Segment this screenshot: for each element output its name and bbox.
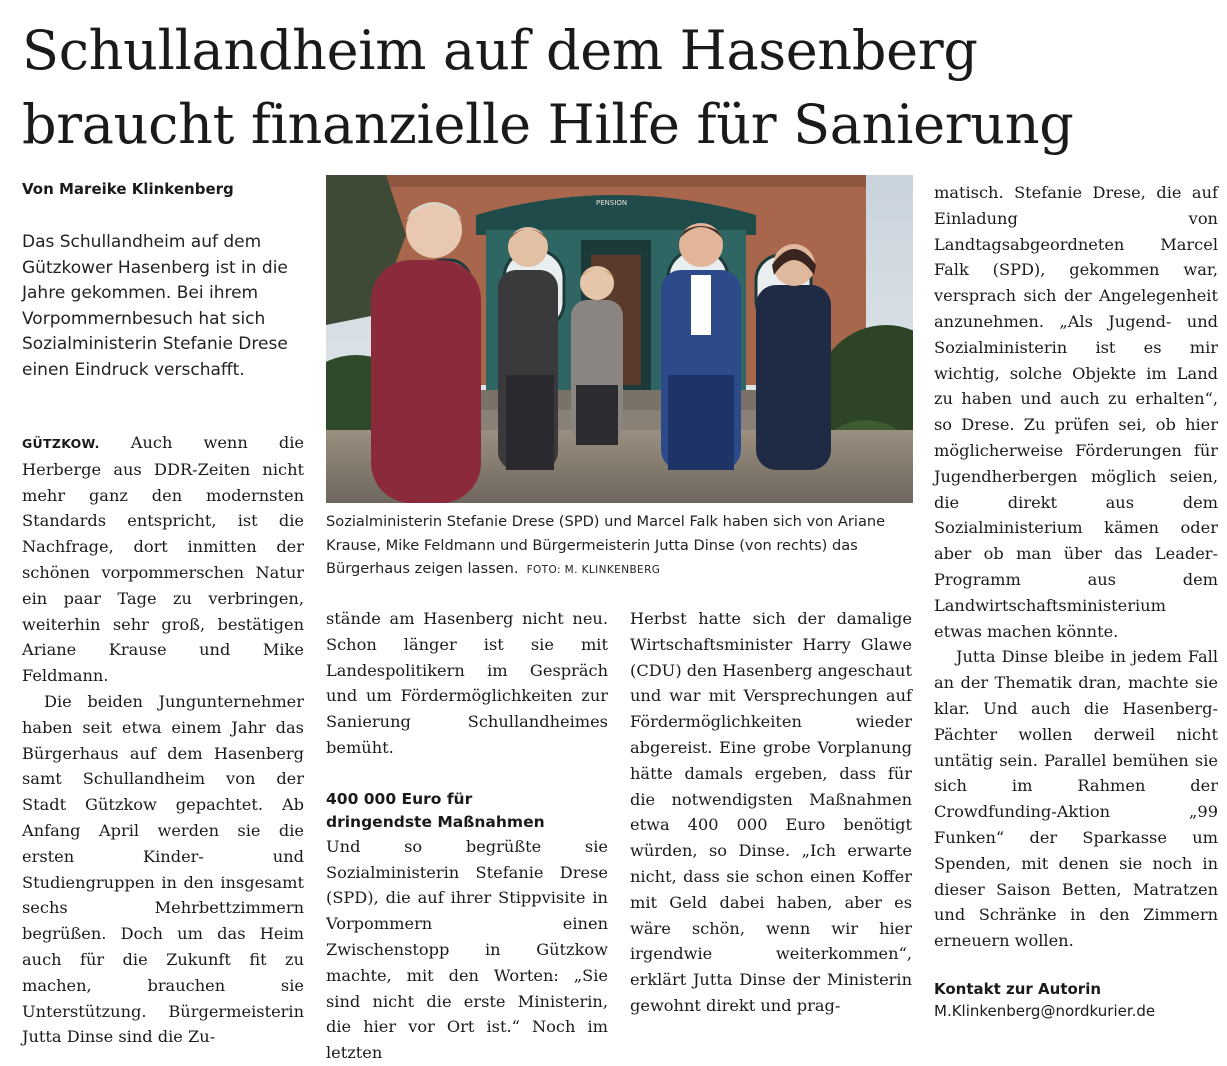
paragraph-4: Jutta Dinse bleibe in jedem Fall an der Thematik dran, machte sie klar. Und auch die Hasenberg-Pächter wollen derweil nicht untätig sein. Parallel bemühen sie sich im Rahmen der Crowdfunding-Aktion „99 Funken“ der Sparkasse um Spenden, mit denen sie noch in dieser Saison Betten, Matratzen und Schränke in den Zimmern erneuern wollen. — [934, 647, 1218, 951]
article-column-2 — [326, 606, 608, 1066]
paragraph-3-continued: Herbst hatte sich der damalige Wirtschaftsminister Harry Glawe (CDU) den Hasenberg angeschaut und war mit Versprechungen auf Fördermöglichkeiten wieder abgereist. Eine grobe Vorplanung hätte damals ergeben, dass für die notwendigsten Maßnahmen etwa 400 000 Euro benötigt würden, so Dinse. „Ich erwarte nicht, dass sie schon einen Koffer mit Geld dabei haben, aber es wäre schön, wenn wir hier irgendwie weiterkommen“, erklärt Jutta Dinse der Ministerin gewohnt direkt und prag- — [630, 609, 912, 1015]
caption-text: Sozialministerin Stefanie Drese (SPD) und Marcel Falk haben sich von Ariane Krause, Mike Feldmann und Bürgermeisterin Jutta Dinse (von rechts) das Bürgerhaus zeigen lassen. — [326, 513, 886, 577]
contact-email[interactable]: M.Klinkenberg@nordkurier.de — [934, 1001, 1156, 1020]
headline-line-1: Schullandheim auf dem Hasenberg — [22, 19, 978, 82]
headline-line-2: braucht finanzielle Hilfe für Sanierung — [22, 93, 1074, 156]
paragraph-1: GÜTZKOW. Auch wenn die Herberge aus DDR-Zeiten nicht mehr ganz den modernsten Standards entspricht, ist die Nachfrage, dort inmitten der schönen vorpommerschen Natur ein paar Tage zu verbringen, weiterhin sehr groß, bestätigen Ariane Krause und Mike Feldmann. — [22, 433, 304, 686]
article-column-4 — [934, 180, 1218, 1022]
paragraph-2-continued: stände am Hasenberg nicht neu. Schon länger ist sie mit Landespolitikern im Gespräch und um Fördermöglichkeiten zur Sanierung Schullandheimes bemüht. — [326, 609, 608, 757]
paragraph-2: Die beiden Jungunternehmer haben seit etwa einem Jahr das Bürgerhaus auf dem Hasenberg samt Schullandheim von der Stadt Gützkow gepachtet. Ab Anfang April werden sie die ersten Kinder- und Studiengruppen in den insgesamt sechs Mehrbettzimmern begrüßen. Doch um das Heim auch für die Zukunft fit zu machen, brauchen sie Unterstützung. Bürgermeisterin Jutta Dinse sind die Zu- — [22, 691, 304, 1047]
dateline: GÜTZKOW. — [22, 436, 100, 451]
contact-title: Kontakt zur Autorin — [934, 979, 1102, 998]
headline — [22, 14, 1212, 162]
byline: Von Mareike Klinkenberg — [22, 180, 234, 198]
pension-sign: PENSION — [596, 199, 628, 207]
subheading-line-1: 400 000 Euro für — [326, 789, 473, 808]
subheading-line-2: dringendste Maßnahmen — [326, 812, 545, 831]
paragraph-3: Und so begrüßte sie Sozialministerin Stefanie Drese (SPD), die auf ihrer Stippvisite in Vorpommern einen Zwischenstopp in Gützkow machte, mit den Worten: „Sie sind nicht die erste Ministerin, die hier vor Ort ist.“ Noch im letzten — [326, 836, 608, 1063]
article-column-3 — [630, 606, 912, 1019]
lead-paragraph: Das Schullandheim auf dem Gützkower Hasenberg ist in die Jahre gekommen. Bei ihrem Vorpommernbesuch hat sich Sozialministerin Stefanie Drese einen Eindruck verschafft. — [22, 232, 288, 380]
article-column-1 — [22, 430, 304, 1050]
subheading — [326, 788, 608, 834]
article-photo — [326, 175, 913, 503]
paragraph-3-end: matisch. Stefanie Drese, die auf Einladung von Landtagsabgeordneten Marcel Falk (SPD), gekommen war, versprach sich der Angelegenheit anzunehmen. „Als Jugend- und Sozialministerin ist es mir wichtig, solche Objekte im Land zu haben und auch zu erhalten“, so Drese. Zu prüfen sei, ob hier möglicherweise Förderungen für Jugendherbergen möglich seien, die direkt aus dem Sozialministerium kämen oder aber ob man über das Leader-Programm aus dem Landwirtschaftsministerium etwas machen könnte. — [934, 183, 1218, 641]
photo-caption — [326, 510, 916, 583]
photo-credit: FOTO: M. KLINKENBERG — [526, 564, 661, 576]
